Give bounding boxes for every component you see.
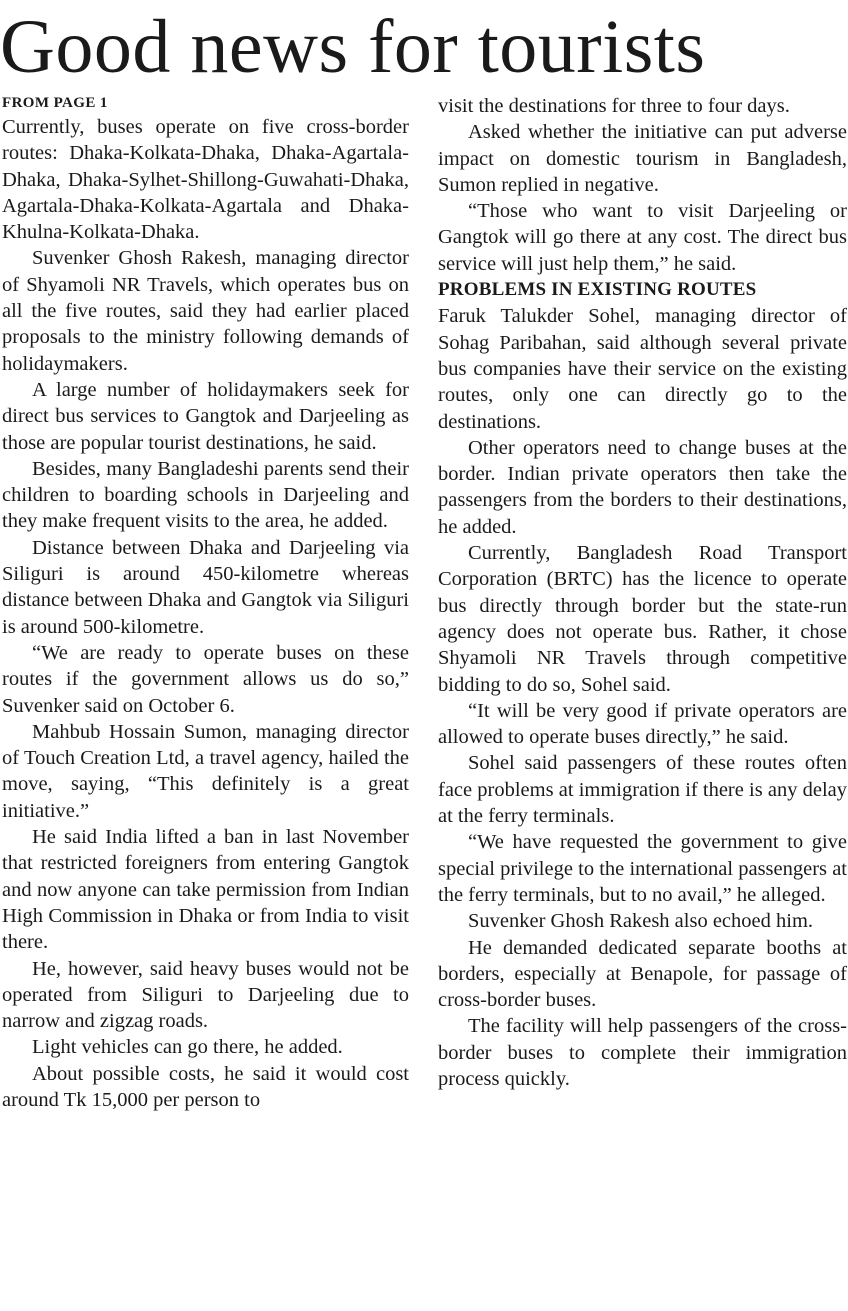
kicker: FROM PAGE 1 <box>2 95 108 111</box>
right-column <box>438 93 847 1092</box>
paragraph: Mahbub Hossain Sumon, managing director of Touch Creation Ltd, a travel agency, hailed the move, saying, “This definitely is a great initiative.” <box>2 720 409 822</box>
paragraph-continuation: visit the destinations for three to four days. <box>438 95 790 117</box>
subhead: PROBLEMS IN EXISTING ROUTES <box>438 279 757 301</box>
paragraph: Suvenker Ghosh Rakesh also echoed him. <box>468 910 814 933</box>
left-column <box>2 93 409 1113</box>
paragraph: Other operators need to change buses at the border. Indian private operators then take the passengers from the borders to their destinations, he added. <box>438 436 847 538</box>
paragraph: “It will be very good if private operators are allowed to operate buses directly,” he said. <box>438 699 847 749</box>
paragraph: Asked whether the initiative can put adverse impact on domestic tourism in Bangladesh, Sumon replied in negative. <box>438 121 847 196</box>
paragraph: He, however, said heavy buses would not be operated from Siliguri to Darjeeling due to narrow and zigzag roads. <box>2 957 409 1033</box>
paragraph: A large number of holidaymakers seek for direct bus services to Gangtok and Darjeeling as those are popular tourist destinations, he said. <box>2 378 409 454</box>
paragraph: Distance between Dhaka and Darjeeling via Siliguri is around 450-kilometre whereas distance between Dhaka and Gangtok via Siliguri is around 500-kilometre. <box>2 536 409 638</box>
paragraph: Sohel said passengers of these routes often face problems at immigration if there is any delay at the ferry terminals. <box>438 752 847 828</box>
paragraph: About possible costs, he said it would cost around Tk 15,000 per person to <box>2 1062 409 1111</box>
paragraph: “We are ready to operate buses on these routes if the government allows us do so,” Suvenker said on October 6. <box>2 641 409 717</box>
paragraph: Suvenker Ghosh Rakesh, managing director of Shyamoli NR Travels, which operates bus on all the five routes, said they had earlier placed proposals to the ministry following demands of holidaymakers. <box>2 247 409 375</box>
paragraph: Faruk Talukder Sohel, managing director of Sohag Paribahan, said although several private bus companies have their service on the existing routes, only one can directly go to the destinations. <box>438 305 847 433</box>
paragraph: Currently, Bangladesh Road Transport Corporation (BRTC) has the licence to operate bus directly through border but the state-run agency does not operate bus. Rather, it chose Shyamoli NR Travels through competitive bidding to do so, Sohel said. <box>438 542 847 696</box>
paragraph: The facility will help passengers of the cross-border buses to complete their immigration process quickly. <box>438 1015 847 1090</box>
paragraph: Currently, buses operate on five cross-border routes: Dhaka-Kolkata-Dhaka, Dhaka-Agartala-Dhaka, Dhaka-Sylhet-Shillong-Guwahati-Dhaka, Agartala-Dhaka-Kolkata-Agartala and Dhaka-Khulna-Kolkata-Dhaka. <box>2 116 409 244</box>
paragraph: He said India lifted a ban in last November that restricted foreigners from entering Gangtok and now anyone can take permission from Indian High Commission in Dhaka or from India to visit there. <box>2 826 409 954</box>
paragraph: “Those who want to visit Darjeeling or Gangtok will go there at any cost. The direct bus service will just help them,” he said. <box>438 200 847 275</box>
paragraph: Light vehicles can go there, he added. <box>32 1036 343 1059</box>
headline: Good news for tourists <box>0 5 706 89</box>
paragraph: Besides, many Bangladeshi parents send their children to boarding schools in Darjeeling and they make frequent visits to the area, he added. <box>2 457 409 533</box>
paragraph: “We have requested the government to give special privilege to the international passengers at the ferry terminals, but to no avail,” he alleged. <box>438 831 847 906</box>
paragraph: He demanded dedicated separate booths at borders, especially at Benapole, for passage of cross-border buses. <box>438 936 847 1012</box>
